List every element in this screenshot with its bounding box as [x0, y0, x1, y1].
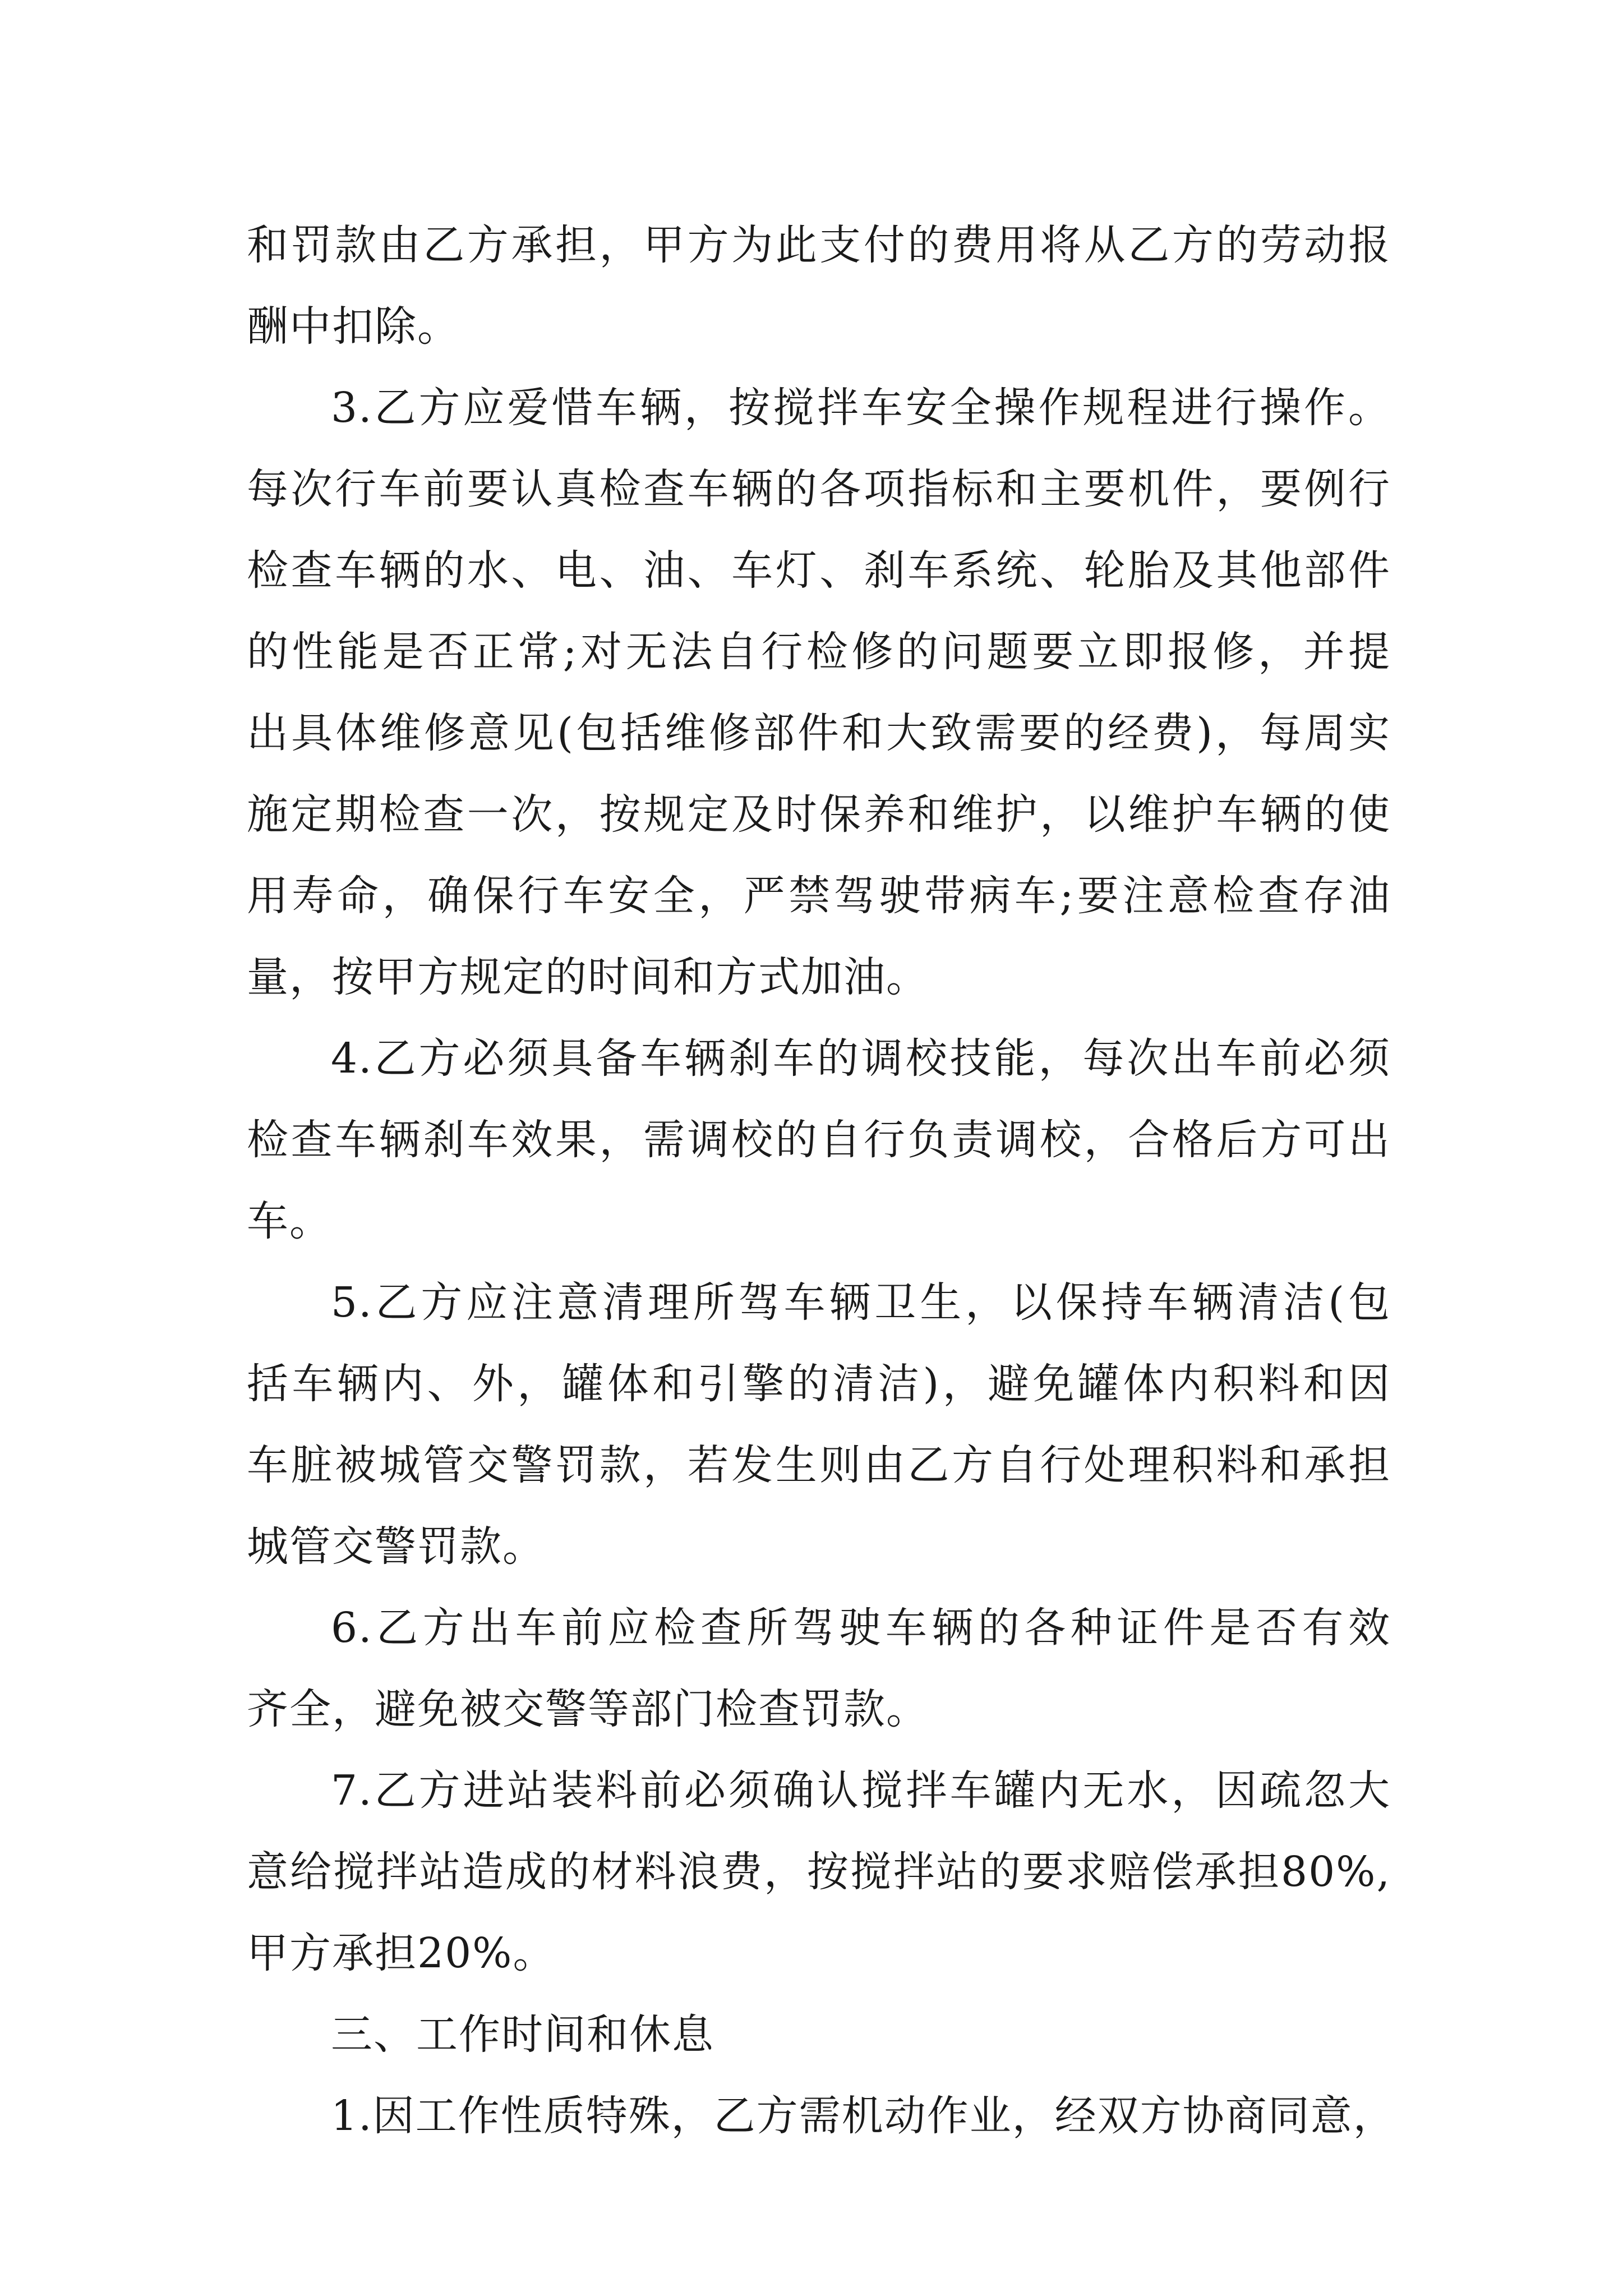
text-line: 三、工作时间和休息	[331, 2010, 714, 2059]
text-line: 出具体维修意见(包括维修部件和大致需要的经费)，每周实	[247, 709, 1391, 757]
text-line: 5.乙方应注意清理所驾车辆卫生，以保持车辆清洁(包	[331, 1278, 1391, 1327]
text-line: 6.乙方出车前应检查所驾驶车辆的各种证件是否有效	[331, 1604, 1391, 1652]
text-line: 酬中扣除。	[247, 302, 460, 351]
text-line: 的性能是否正常;对无法自行检修的问题要立即报修，并提	[247, 628, 1391, 676]
text-line: 7.乙方进站装料前必须确认搅拌车罐内无水，因疏忽大	[331, 1766, 1391, 1815]
text-line: 量，按甲方规定的时间和方式加油。	[247, 953, 929, 1001]
text-line: 4.乙方必须具备车辆刹车的调校技能，每次出车前必须	[331, 1034, 1391, 1083]
text-line: 施定期检查一次，按规定及时保养和维护，以维护车辆的使	[247, 790, 1391, 839]
text-line: 括车辆内、外，罐体和引擎的清洁)，避免罐体内积料和因	[247, 1360, 1391, 1408]
text-line: 和罚款由乙方承担，甲方为此支付的费用将从乙方的劳动报	[247, 221, 1391, 269]
text-line: 1.因工作性质特殊，乙方需机动作业，经双方协商同意，	[331, 2092, 1396, 2140]
text-line: 甲方承担20%。	[247, 1929, 556, 1977]
text-line: 车脏被城管交警罚款，若发生则由乙方自行处理积料和承担	[247, 1441, 1391, 1489]
text-line: 用寿命，确保行车安全，严禁驾驶带病车;要注意检查存油	[247, 872, 1391, 920]
text-line: 车。	[247, 1197, 332, 1245]
text-line: 检查车辆的水、电、油、车灯、刹车系统、轮胎及其他部件	[247, 546, 1391, 595]
text-line: 3.乙方应爱惜车辆，按搅拌车安全操作规程进行操作。	[331, 384, 1391, 432]
text-line: 每次行车前要认真检查车辆的各项指标和主要机件，要例行	[247, 465, 1391, 513]
text-line: 齐全，避免被交警等部门检查罚款。	[247, 1685, 929, 1733]
text-line: 意给搅拌站造成的材料浪费，按搅拌站的要求赔偿承担80%,	[247, 1848, 1391, 1896]
text-line: 城管交警罚款。	[247, 1522, 545, 1571]
text-line: 检查车辆刹车效果，需调校的自行负责调校，合格后方可出	[247, 1116, 1391, 1164]
body-text	[247, 205, 1396, 2157]
